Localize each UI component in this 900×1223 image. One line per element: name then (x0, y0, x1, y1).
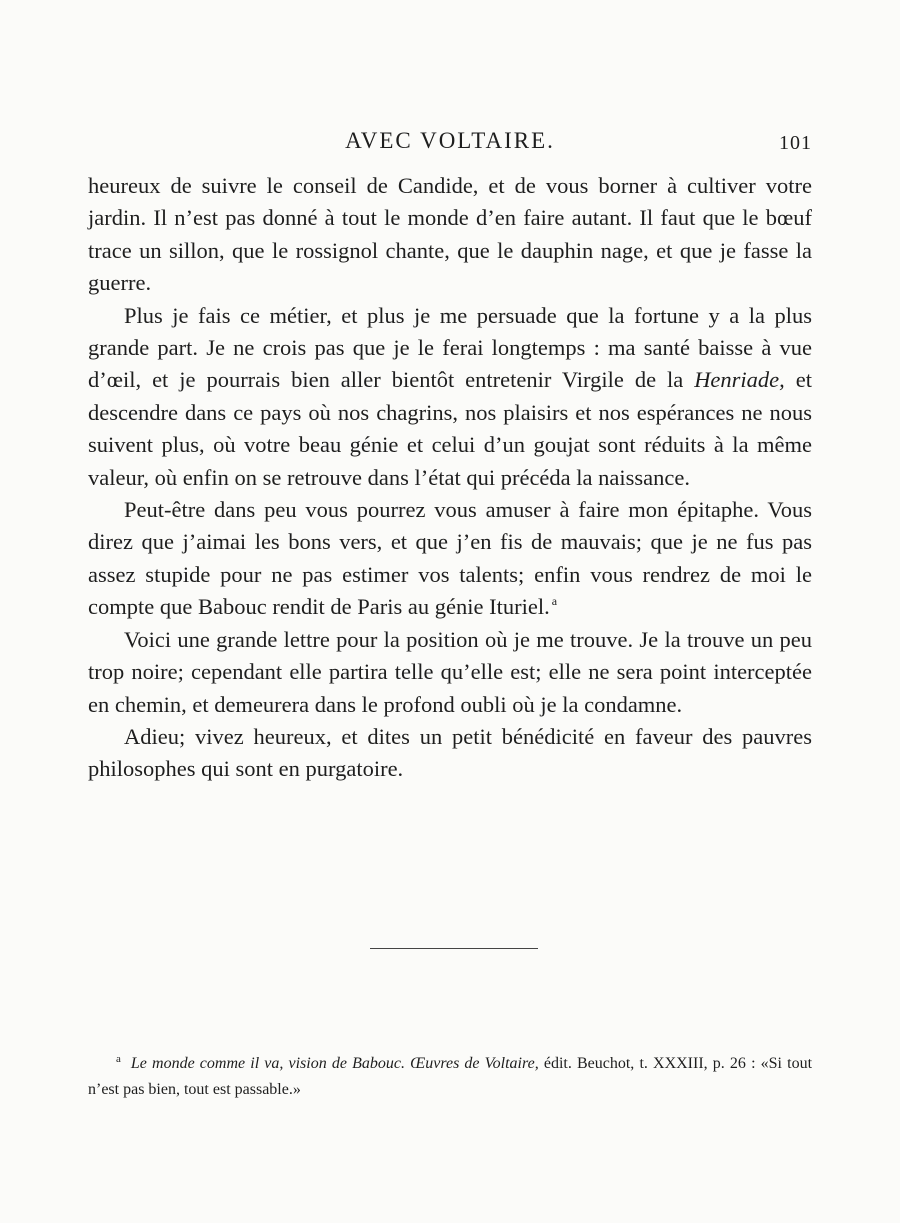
footnote-mark: a (116, 1053, 121, 1065)
paragraph-1: heureux de suivre le conseil de Candide, et de vous borner à cultiver votre jardin. Il n’est pas donné à tout le monde d’en faire autant. Il faut que le bœuf trace un sillon, que le rossignol chante, que le dauphin nage, et que je fasse la guerre. (88, 173, 812, 296)
henriade-title: Henriade, (694, 367, 785, 393)
page-number: 101 (779, 132, 812, 154)
paragraph-2-text-a: Plus je fais ce métier, et plus je me persuade que la fortune y a la plus grande part. Je ne crois pas que je le ferai longtemps : ma santé baisse à vue d’œil, et je pourrais bien aller bientôt entretenir Virgile de la (88, 302, 812, 393)
running-head (88, 128, 812, 158)
footnote-edition-title: Œuvres de Voltaire, (410, 1055, 539, 1072)
paragraph-3 (88, 494, 812, 624)
paragraph-4: Voici une grande lettre pour la position où je me trouve. Je la trouve un peu trop noire; cependant elle partira telle qu’elle est; elle ne sera point interceptée en chemin, et demeurera dans le profond oubli où je la condamne. (88, 626, 812, 717)
footnote (88, 1046, 812, 1103)
footnote-reference[interactable]: a (551, 594, 558, 609)
running-title: AVEC VOLTAIRE. (345, 128, 555, 153)
separator-rule (370, 948, 538, 949)
paragraph-2-text-b: et descendre dans ce pays où nos chagrins, nos plaisirs et nos espérances ne nous suivent plus, où votre beau génie et celui d’un goujat sont réduits à la même valeur, où enfin on se retrouve dans l’état qui précéda la naissance. (88, 367, 812, 490)
footnote-text: édit. Beuchot, t. XXXIII, p. 26 : «Si tout n’est pas bien, tout est passable.» (88, 1055, 813, 1098)
footnote-work-title: Le monde comme il va, vision de Babouc. (130, 1055, 405, 1072)
paragraph-3-text: Peut-être dans peu vous pourrez vous amuser à faire mon épitaphe. Vous direz que j’aimai les bons vers, et que j’en fis de mauvais; que je ne fus pas assez stupide pour ne pas estimer vos talents; enfin vous rendrez de moi le compte que Babouc rendit de Paris au génie Ituriel. (88, 497, 812, 620)
body-text (88, 170, 812, 786)
paragraph-5: Adieu; vivez heureux, et dites un petit bénédicité en faveur des pauvres philosophes qui sont en purgatoire. (88, 723, 812, 782)
paragraph-2 (88, 300, 812, 494)
